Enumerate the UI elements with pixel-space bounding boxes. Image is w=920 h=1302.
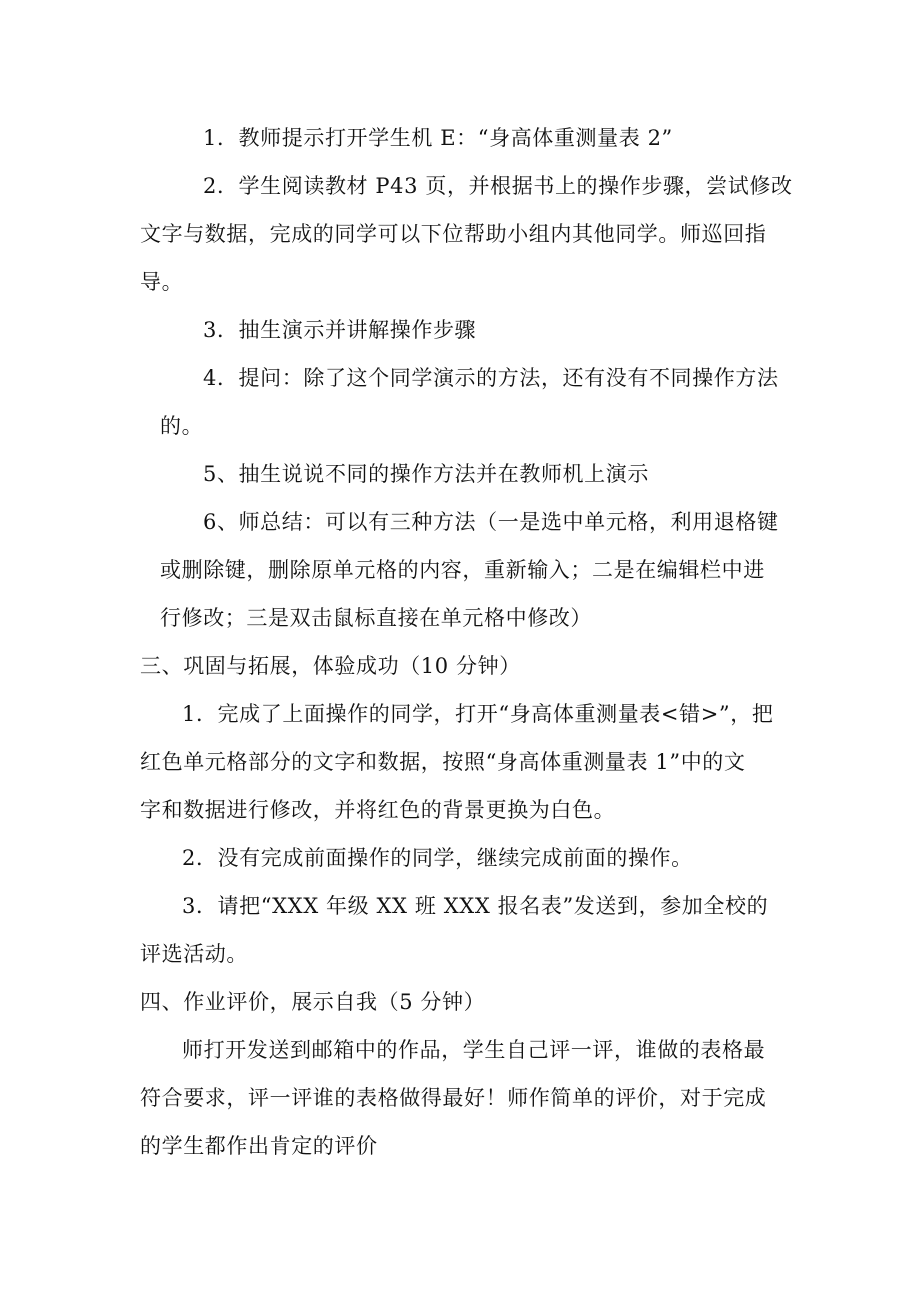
step-2-line-1: 2．学生阅读教材 P43 页，并根据书上的操作步骤，尝试修改 bbox=[203, 174, 793, 198]
s3-item-1-line-2: 红色单元格部分的文字和数据，按照“身高体重测量表 1”中的文 bbox=[140, 750, 746, 774]
section-3-heading: 三、巩固与拓展，体验成功（10 分钟） bbox=[140, 654, 521, 678]
step-6-line-2: 或删除键，删除原单元格的内容，重新输入；二是在编辑栏中进 bbox=[160, 558, 765, 582]
step-2-line-3: 导。 bbox=[140, 270, 184, 294]
s3-item-3-line-2: 评选活动。 bbox=[140, 942, 248, 966]
s4-paragraph-line-1: 师打开发送到邮箱中的作品，学生自己评一评，谁做的表格最 bbox=[182, 1038, 766, 1062]
s3-item-1-line-1: 1．完成了上面操作的同学，打开“身高体重测量表<错>”，把 bbox=[182, 702, 774, 726]
step-5: 5、抽生说说不同的操作方法并在教师机上演示 bbox=[203, 462, 649, 486]
s3-item-2: 2．没有完成前面操作的同学，继续完成前面的操作。 bbox=[182, 846, 693, 870]
step-1-open-file: 1．教师提示打开学生机 E：“身高体重测量表 2” bbox=[203, 126, 673, 150]
step-2-line-2: 文字与数据，完成的同学可以下位帮助小组内其他同学。师巡回指 bbox=[140, 222, 767, 246]
step-6-line-3: 行修改；三是双击鼠标直接在单元格中修改） bbox=[160, 606, 592, 630]
s3-item-3-line-1: 3．请把“XXX 年级 XX 班 XXX 报名表”发送到，参加全校的 bbox=[182, 894, 769, 918]
s4-paragraph-line-3: 的学生都作出肯定的评价 bbox=[140, 1134, 378, 1158]
step-4-line-1: 4．提问：除了这个同学演示的方法，还有没有不同操作方法 bbox=[203, 366, 779, 390]
s3-item-1-line-3: 字和数据进行修改，并将红色的背景更换为白色。 bbox=[140, 798, 616, 822]
s4-paragraph-line-2: 符合要求，评一评谁的表格做得最好！师作简单的评价，对于完成 bbox=[140, 1086, 767, 1110]
step-6-line-1: 6、师总结：可以有三种方法（一是选中单元格，利用退格键 bbox=[203, 510, 779, 534]
section-4-heading: 四、作业评价，展示自我（5 分钟） bbox=[140, 990, 486, 1014]
step-3: 3．抽生演示并讲解操作步骤 bbox=[203, 318, 477, 342]
step-4-line-2: 的。 bbox=[160, 414, 204, 438]
